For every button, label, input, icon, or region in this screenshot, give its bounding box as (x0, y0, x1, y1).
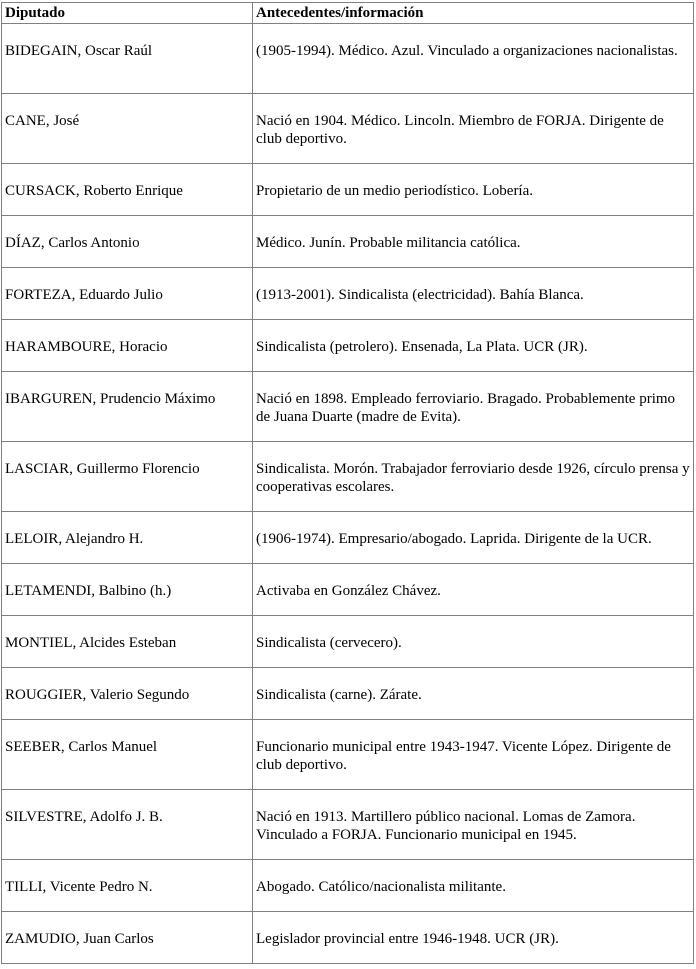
header-antecedentes: Antecedentes/información (253, 3, 694, 24)
deputy-info: Sindicalista. Morón. Trabajador ferroviario desde 1926, círculo prensa y cooperativas escolares. (256, 461, 690, 495)
deputy-name-cell (2, 24, 253, 94)
deputy-name-cell (2, 94, 253, 164)
deputy-name: IBARGUREN, Prudencio Máximo (5, 391, 216, 407)
table-row (2, 912, 694, 964)
deputy-info-cell (253, 860, 694, 912)
deputy-name: CURSACK, Roberto Enrique (5, 183, 183, 199)
deputy-info-cell (253, 564, 694, 616)
deputy-info: Nació en 1904. Médico. Lincoln. Miembro de FORJA. Dirigente de club deportivo. (256, 113, 664, 147)
table-row (2, 564, 694, 616)
deputy-info: (1913-2001). Sindicalista (electricidad). Bahía Blanca. (256, 287, 584, 303)
deputy-info: (1905-1994). Médico. Azul. Vinculado a organizaciones nacionalistas. (256, 43, 678, 59)
deputy-name-cell (2, 442, 253, 512)
deputy-name: MONTIEL, Alcides Esteban (5, 635, 177, 651)
deputy-name: ROUGGIER, Valerio Segundo (5, 687, 190, 703)
deputy-name: LASCIAR, Guillermo Florencio (5, 461, 200, 477)
deputy-info: Nació en 1898. Empleado ferroviario. Bragado. Probablemente primo de Juana Duarte (madre de Evita). (256, 391, 676, 425)
table-row (2, 372, 694, 442)
deputy-info: (1906-1974). Empresario/abogado. Laprida. Dirigente de la UCR. (256, 531, 652, 547)
table-row (2, 94, 694, 164)
table-row (2, 24, 694, 94)
deputy-name: FORTEZA, Eduardo Julio (5, 287, 163, 303)
deputy-name-cell (2, 912, 253, 964)
deputy-info-cell (253, 790, 694, 860)
deputy-name-cell (2, 320, 253, 372)
deputy-info-cell (253, 372, 694, 442)
deputy-name-cell (2, 616, 253, 668)
deputy-info: Legislador provincial entre 1946-1948. UCR (JR). (256, 931, 559, 947)
deputy-info-cell (253, 268, 694, 320)
header-diputado: Diputado (2, 3, 253, 24)
table-row (2, 616, 694, 668)
table-row (2, 442, 694, 512)
table-row (2, 164, 694, 216)
deputy-info: Sindicalista (petrolero). Ensenada, La Plata. UCR (JR). (256, 339, 588, 355)
deputy-info-cell (253, 616, 694, 668)
deputy-name-cell (2, 790, 253, 860)
table-row (2, 320, 694, 372)
header-row (2, 3, 694, 24)
table-row (2, 668, 694, 720)
deputy-name: HARAMBOURE, Horacio (5, 339, 168, 355)
deputy-info-cell (253, 164, 694, 216)
deputies-table (1, 2, 694, 964)
deputy-info-cell (253, 912, 694, 964)
deputy-info-cell (253, 24, 694, 94)
table-row (2, 860, 694, 912)
deputy-info-cell (253, 216, 694, 268)
deputy-info-cell (253, 720, 694, 790)
deputy-name-cell (2, 564, 253, 616)
deputy-name-cell (2, 668, 253, 720)
deputy-info-cell (253, 668, 694, 720)
deputy-info: Nació en 1913. Martillero público nacional. Lomas de Zamora. Vinculado a FORJA. Funcionario municipal en 1945. (256, 809, 636, 843)
deputy-info: Sindicalista (cervecero). (256, 635, 402, 651)
deputy-name-cell (2, 372, 253, 442)
deputy-info: Funcionario municipal entre 1943-1947. Vicente López. Dirigente de club deportivo. (256, 739, 671, 773)
deputy-info-cell (253, 442, 694, 512)
deputy-name-cell (2, 216, 253, 268)
deputy-info-cell (253, 320, 694, 372)
deputy-info: Abogado. Católico/nacionalista militante. (256, 879, 506, 895)
deputy-name-cell (2, 512, 253, 564)
deputy-info: Activaba en González Chávez. (256, 583, 441, 599)
deputy-name: CANE, José (5, 113, 80, 129)
deputy-info: Médico. Junín. Probable militancia católica. (256, 235, 521, 251)
table-row (2, 268, 694, 320)
deputy-name: SILVESTRE, Adolfo J. B. (5, 809, 163, 825)
table-row (2, 216, 694, 268)
deputy-name: SEEBER, Carlos Manuel (5, 739, 158, 755)
deputy-info-cell (253, 512, 694, 564)
deputy-name-cell (2, 860, 253, 912)
deputy-name: LETAMENDI, Balbino (h.) (5, 583, 172, 599)
deputy-name: DÍAZ, Carlos Antonio (5, 235, 140, 251)
deputy-info: Propietario de un medio periodístico. Lobería. (256, 183, 534, 199)
table-row (2, 720, 694, 790)
deputy-name: TILLI, Vicente Pedro N. (5, 879, 153, 895)
deputy-name: ZAMUDIO, Juan Carlos (5, 931, 154, 947)
table-row (2, 512, 694, 564)
deputy-name: BIDEGAIN, Oscar Raúl (5, 43, 153, 59)
deputy-name: LELOIR, Alejandro H. (5, 531, 144, 547)
deputy-name-cell (2, 720, 253, 790)
deputy-info-cell (253, 94, 694, 164)
table-row (2, 790, 694, 860)
deputy-name-cell (2, 268, 253, 320)
deputy-name-cell (2, 164, 253, 216)
deputy-info: Sindicalista (carne). Zárate. (256, 687, 422, 703)
